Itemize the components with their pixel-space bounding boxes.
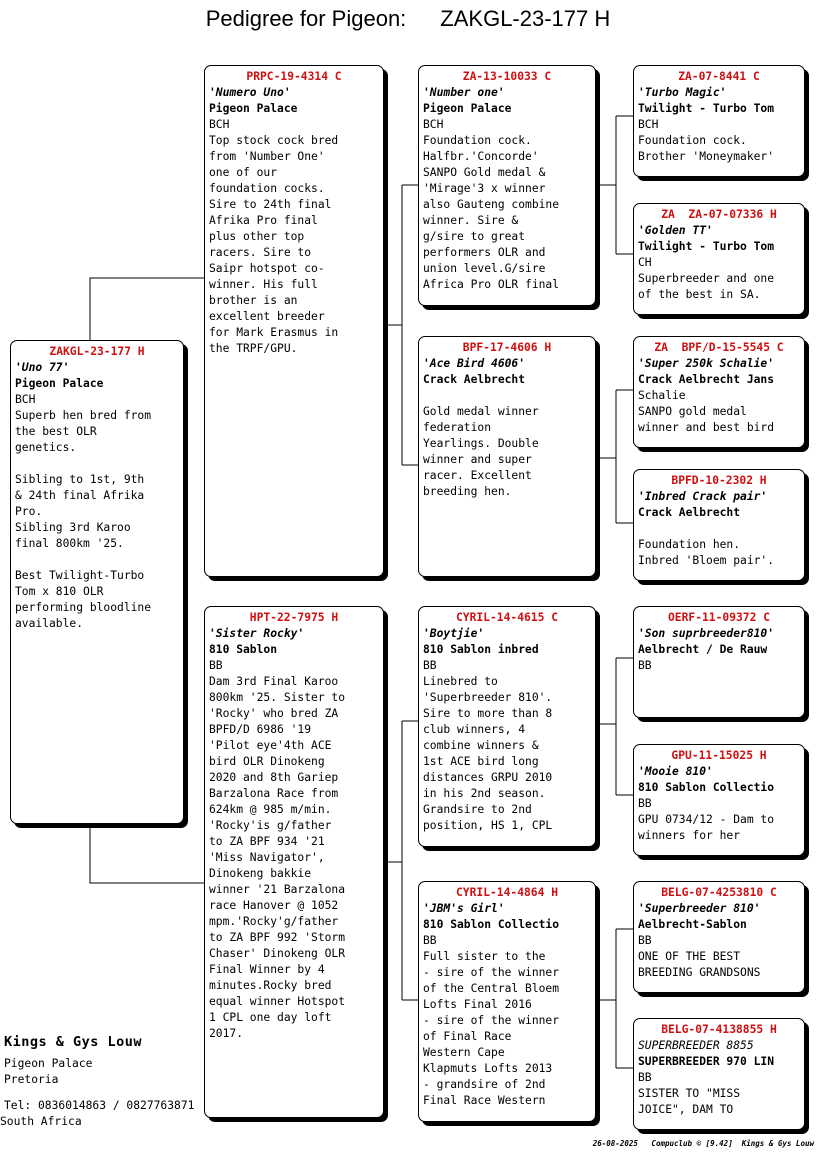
pigeon-notes: Top stock cock bred from 'Number One' one of our foundation cocks. Sire to 24th final Afrika Pro final plus other top racers. Sire to Saipr hotspot co- winner. His full brother is an excellent breeder for Mark Erasmus in the TRPF/GPU. xyxy=(209,134,339,355)
footer-credit: 26-08-2025 Compuclub © [9.42] Kings & Gys Louw xyxy=(592,1139,814,1148)
breeder-name: SUPERBREEDER 970 LIN xyxy=(638,1055,775,1068)
ring-number: HPT-22-7975 H xyxy=(249,611,339,624)
ring-number: ZA ZA-07-07336 H xyxy=(661,208,777,221)
ring-number: GPU-11-15025 H xyxy=(671,749,767,762)
ring-number: BELG-07-4138855 H xyxy=(661,1023,777,1036)
pedigree-card-dam-dam xyxy=(418,881,596,1122)
pigeon-name: 'Ace Bird 4606' xyxy=(423,357,526,370)
title-ring: ZAKGL-23-177 H xyxy=(440,6,611,31)
breeder-name: Aelbrecht-Sablon xyxy=(638,918,747,931)
pigeon-color: BB xyxy=(423,659,437,672)
breeder-name: Crack Aelbrecht Jans xyxy=(638,373,775,386)
pigeon-color: BB xyxy=(209,659,223,672)
pedigree-card-sire xyxy=(204,65,384,577)
ring-number: ZAKGL-23-177 H xyxy=(49,345,145,358)
pigeon-name: 'Son suprbreeder810' xyxy=(638,627,775,640)
pigeon-notes: Linebred to 'Superbreeder 810'. Sire to more than 8 club winners, 4 combine winners & 1st ACE bird long distances GRPU 2010 in his 2nd season. Grandsire to 2nd position, HS 1, CPL xyxy=(423,675,553,832)
pigeon-color: BB xyxy=(638,1071,652,1084)
owner-city: Pretoria xyxy=(4,1073,59,1086)
pedigree-card-ddd xyxy=(633,1018,805,1130)
pigeon-notes: SANPO gold medal winner and best bird xyxy=(638,405,775,434)
breeder-name: Pigeon Palace xyxy=(423,102,512,115)
pigeon-color: BCH xyxy=(15,393,36,406)
pigeon-name: 'Super 250k Schalie' xyxy=(638,357,775,370)
pigeon-name: 'Inbred Crack pair' xyxy=(638,490,768,503)
ring-number: BPF-17-4606 H xyxy=(462,341,552,354)
breeder-name: Crack Aelbrecht xyxy=(638,506,741,519)
pigeon-color: BCH xyxy=(423,118,444,131)
ring-number: BPFD-10-2302 H xyxy=(671,474,767,487)
pigeon-notes: Foundation hen. Inbred 'Bloem pair'. xyxy=(638,538,775,567)
breeder-name: Twilight - Turbo Tom xyxy=(638,240,775,253)
pigeon-color: BCH xyxy=(638,118,659,131)
ring-number: ZA-13-10033 C xyxy=(462,70,552,83)
pigeon-notes: Dam 3rd Final Karoo 800km '25. Sister to 'Rocky' who bred ZA BPFD/D 6986 '19 'Pilot eye'4th ACE bird OLR Dinokeng 2020 and 8th Gariep Barzalona Race from 624km @ 985 m/min. 'Rocky'is g/father to ZA BPF 934 '21 'Miss Navigator', Dinokeng bakkie winner '21 Barzalona race Hanover @ 1052 mpm.'Rocky'g/father to ZA BPF 992 'Storm Chaser' Dinokeng OLR Final Winner by 4 minutes.Rocky bred equal winner Hotspot 1 CPL one day loft 2017. xyxy=(209,675,346,1040)
pigeon-color: CH xyxy=(638,256,652,269)
breeder-name: 810 Sablon xyxy=(209,643,278,656)
pigeon-notes: GPU 0734/12 - Dam to winners for her xyxy=(638,813,775,842)
owner-info xyxy=(0,1034,195,1130)
pedigree-card-dsd xyxy=(633,744,805,856)
pigeon-color: Schalie xyxy=(638,389,686,402)
owner-country: South Africa xyxy=(0,1115,82,1128)
pigeon-name: 'JBM's Girl' xyxy=(423,902,505,915)
breeder-name: Crack Aelbrecht xyxy=(423,373,526,386)
owner-telephone: Tel: 0836014863 / 0827763871 xyxy=(4,1099,195,1112)
pigeon-notes: Foundation cock. Halfbr.'Concorde' SANPO Gold medal & 'Mirage'3 x winner also Gauteng combine winner. Sire & g/sire to great performers OLR and union level.G/sire Africa Pro OLR final xyxy=(423,134,560,291)
pigeon-name: 'Golden TT' xyxy=(638,224,713,237)
ring-number: CYRIL-14-4615 C xyxy=(455,611,559,624)
pedigree-card-ssd xyxy=(633,203,805,315)
pigeon-name: 'Uno 77' xyxy=(15,361,70,374)
breeder-name: Pigeon Palace xyxy=(209,102,298,115)
pigeon-color xyxy=(423,388,591,404)
pedigree-card-subject xyxy=(10,340,184,824)
ring-number: CYRIL-14-4864 H xyxy=(455,886,559,899)
pigeon-notes: Superbreeder and one of the best in SA. xyxy=(638,272,775,301)
pigeon-name: 'Sister Rocky' xyxy=(209,627,305,640)
pedigree-card-sire-dam xyxy=(418,336,596,577)
pigeon-name: 'Superbreeder 810' xyxy=(638,902,761,915)
pedigree-card-dss xyxy=(633,606,805,718)
breeder-name: Aelbrecht / De Rauw xyxy=(638,643,768,656)
pigeon-name: 'Numero Uno' xyxy=(209,86,291,99)
pedigree-card-dam xyxy=(204,606,384,1118)
pigeon-color: BCH xyxy=(209,118,230,131)
pigeon-notes: Superb hen bred from the best OLR genetics. Sibling to 1st, 9th & 24th final Afrika Pro. Sibling 3rd Karoo final 800km '25. Best Twilight-Turbo Tom x 810 OLR performing bloodline available. xyxy=(15,409,152,630)
breeder-name: Twilight - Turbo Tom xyxy=(638,102,775,115)
title-prefix: Pedigree for Pigeon: xyxy=(205,6,407,31)
ring-number: ZA-07-8441 C xyxy=(678,70,760,83)
pigeon-name: SUPERBREEDER 8855 xyxy=(638,1039,754,1052)
pedigree-card-dds xyxy=(633,881,805,993)
pigeon-name: 'Number one' xyxy=(423,86,505,99)
owner-name: Kings & Gys Louw xyxy=(4,1034,143,1050)
breeder-name: Pigeon Palace xyxy=(15,377,104,390)
pigeon-color xyxy=(638,521,800,537)
breeder-name: 810 Sablon Collectio xyxy=(423,918,560,931)
ring-number: BELG-07-4253810 C xyxy=(661,886,777,899)
pigeon-name: 'Boytjie' xyxy=(423,627,485,640)
pedigree-card-dam-sire xyxy=(418,606,596,847)
pigeon-notes: Full sister to the - sire of the winner of the Central Bloem Lofts Final 2016 - sire of the winner of Final Race Western Cape Klapmuts Lofts 2013 - grandsire of 2nd Final Race Western xyxy=(423,950,560,1107)
ring-number: PRPC-19-4314 C xyxy=(246,70,342,83)
pedigree-card-sire-sire xyxy=(418,65,596,306)
pigeon-notes: SISTER TO "MISS JOICE", DAM TO xyxy=(638,1087,741,1116)
pigeon-name: 'Mooie 810' xyxy=(638,765,713,778)
pigeon-notes: ONE OF THE BEST BREEDING GRANDSONS xyxy=(638,950,761,979)
pigeon-color: BB xyxy=(423,934,437,947)
pigeon-notes: Foundation cock. Brother 'Moneymaker' xyxy=(638,134,775,163)
pigeon-color: BB xyxy=(638,934,652,947)
pigeon-color: BB xyxy=(638,797,652,810)
ring-number: OERF-11-09372 C xyxy=(667,611,771,624)
pigeon-notes: Gold medal winner federation Yearlings. Double winner and super racer. Excellent breeding hen. xyxy=(423,405,539,498)
pedigree-card-sss xyxy=(633,65,805,177)
breeder-name: 810 Sablon Collectio xyxy=(638,781,775,794)
pedigree-card-sds xyxy=(633,336,805,448)
pigeon-color: BB xyxy=(638,659,652,672)
breeder-name: 810 Sablon inbred xyxy=(423,643,539,656)
pedigree-card-sdd xyxy=(633,469,805,581)
pigeon-name: 'Turbo Magic' xyxy=(638,86,727,99)
ring-number: ZA BPF/D-15-5545 C xyxy=(654,341,784,354)
owner-loft: Pigeon Palace xyxy=(4,1057,93,1070)
